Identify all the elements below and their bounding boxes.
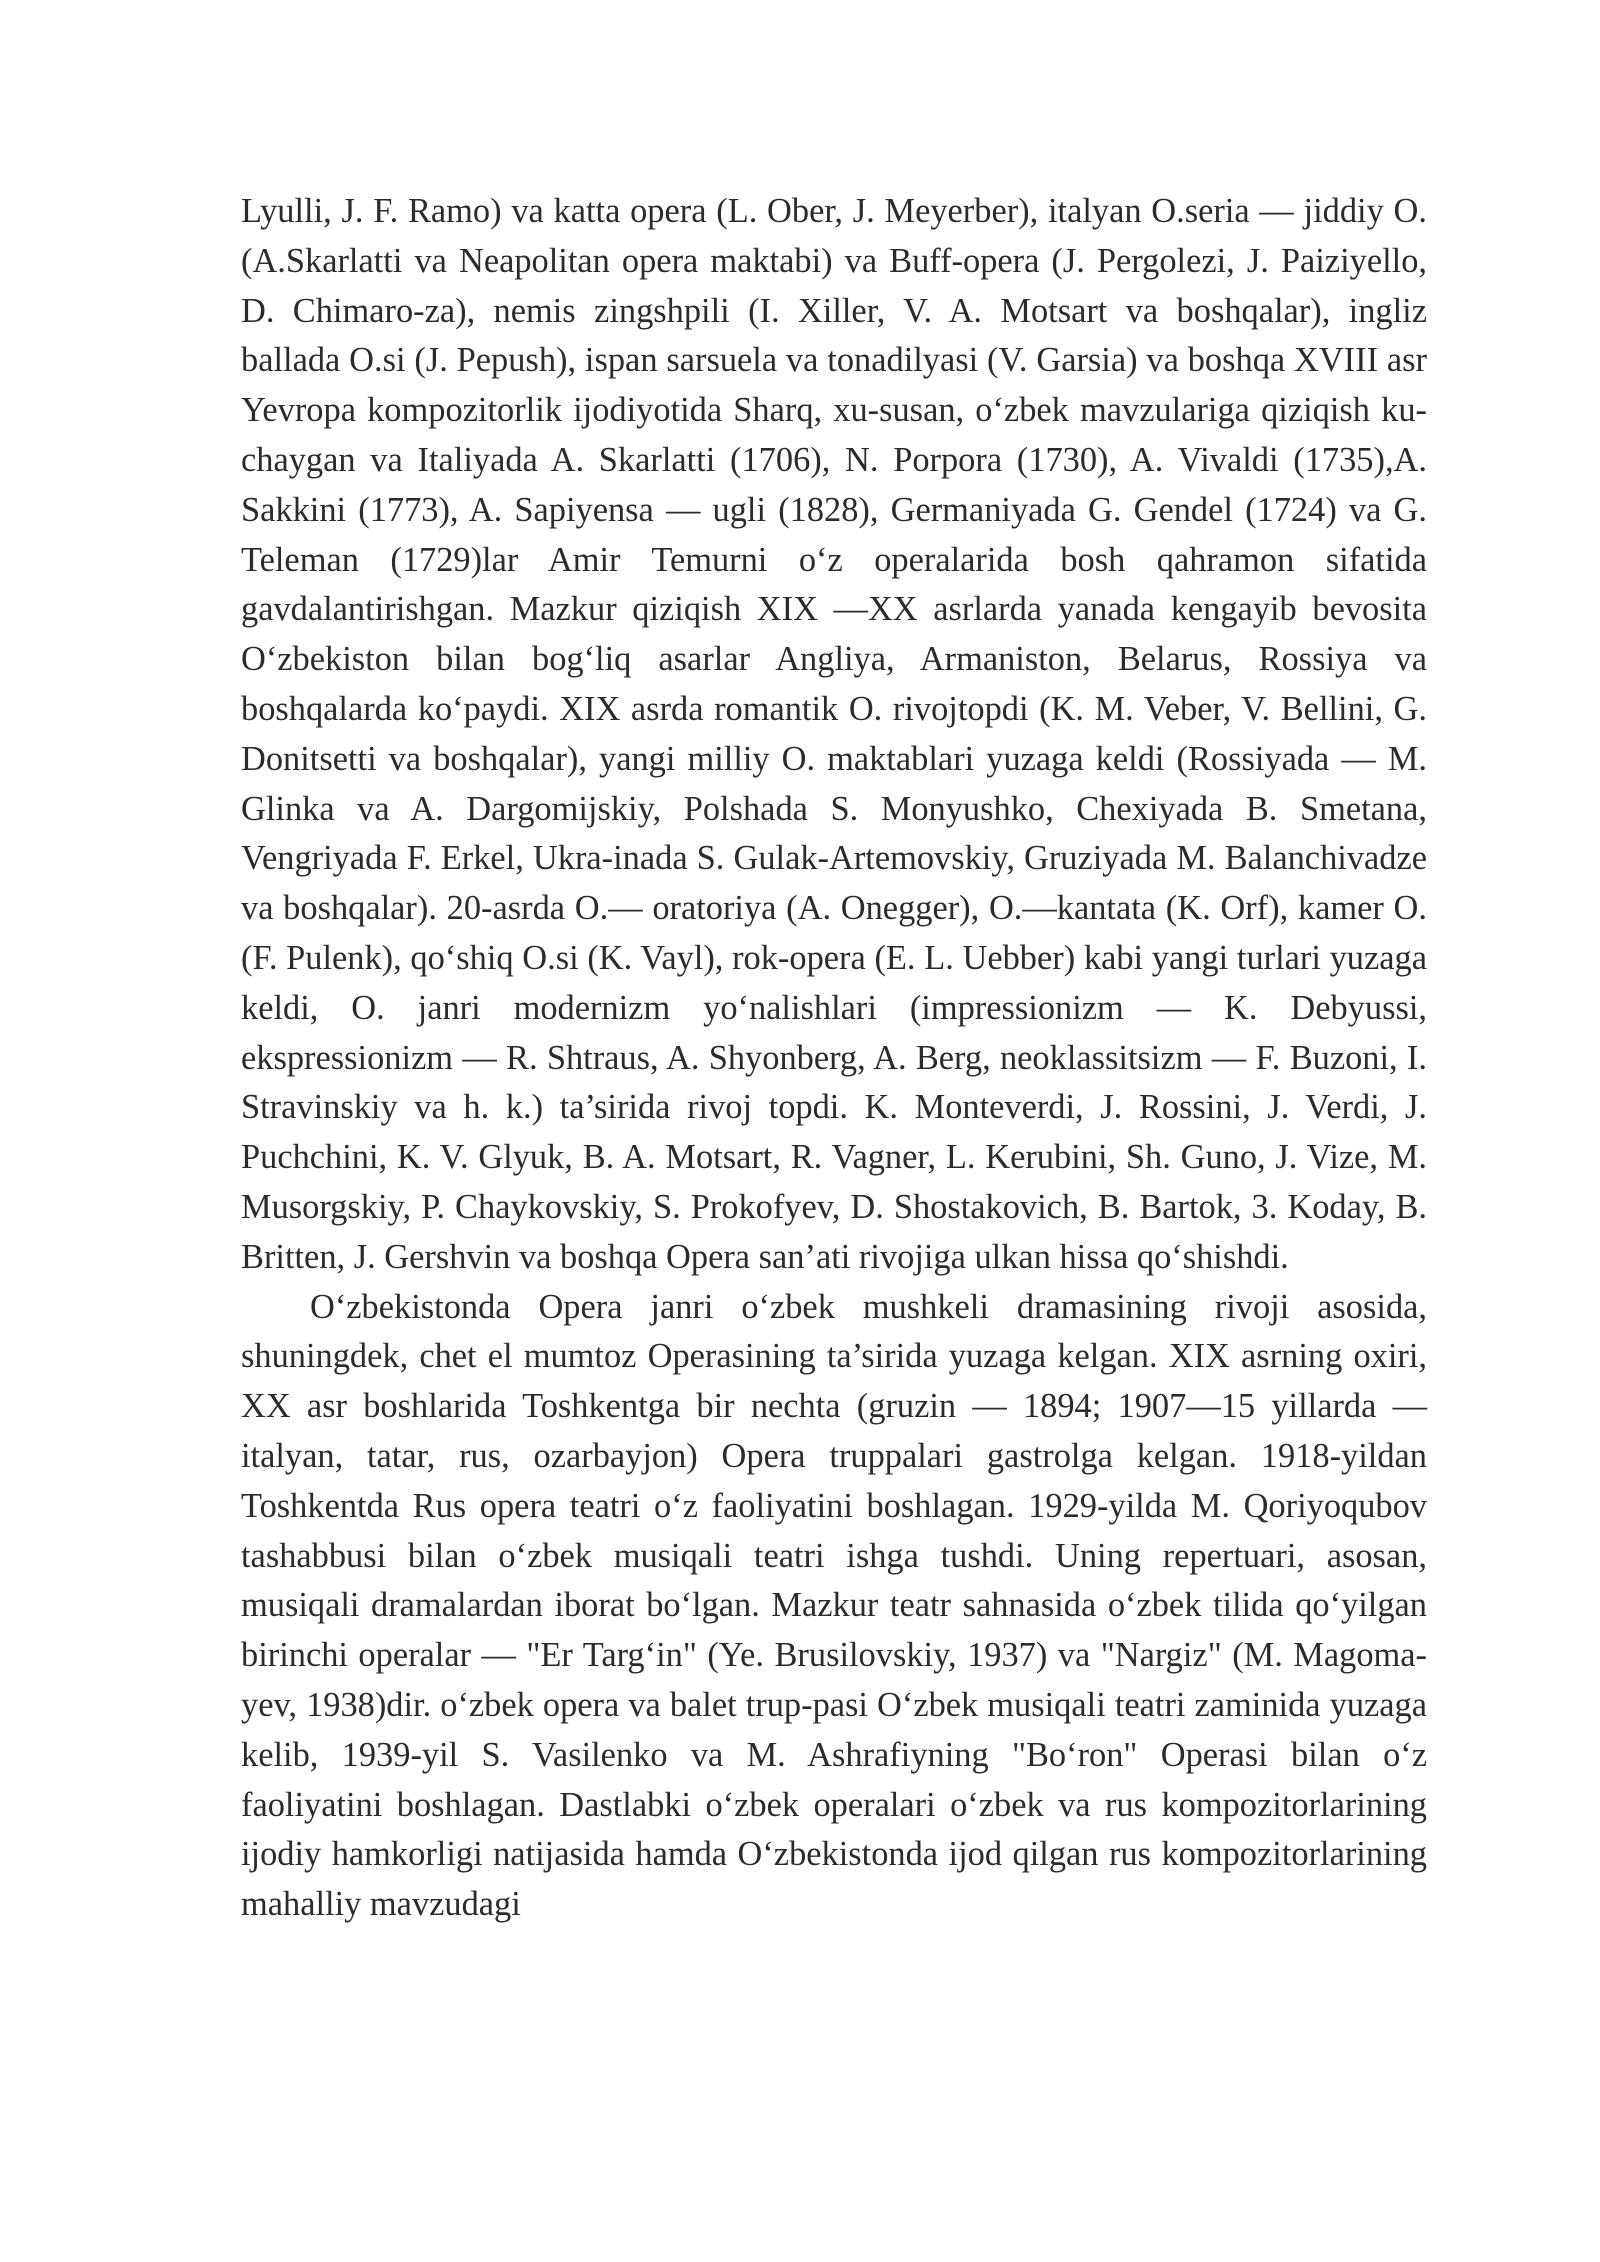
body-paragraph-1: Lyulli, J. F. Ramo) va katta opera (L. Ober, J. Meyerber), italyan O.seria — jiddiy O. (A.Skarlatti va Neapolitan opera maktabi) va Buff-opera (J. Pergolezi, J. Paiziyello, D. Chimaro-za), nemis zingshpili (I. Xiller, V. A. Motsart va boshqalar), ingliz ballada O.si (J. Pepush), ispan sarsuela va tonadilyasi (V. Garsia) va boshqa XVIII asr Yevropa kompozitorlik ijodiyotida Sharq, xu-susan, o‘zbek mavzulariga qiziqish ku-chaygan va Italiyada A. Skarlatti (1706), N. Porpora (1730), A. Vivaldi (1735),A. Sakkini (1773), A. Sapiyensa — ugli (1828), Germaniyada G. Gendel (1724) va G. Teleman (1729)lar Amir Temurni o‘z operalarida bosh qahramon sifatida gavdalantirishgan. Mazkur qiziqish XIX —XX asrlarda yanada kengayib bevosita O‘zbekiston bilan bog‘liq asarlar Angliya, Armaniston, Belarus, Rossiya va boshqalarda ko‘paydi. XIX asrda romantik O. rivojtopdi (K. M. Veber, V. Bellini, G. Donitsetti va boshqalar), yangi milliy O. maktablari yuzaga keldi (Rossiyada — M. Glinka va A. Dargomijskiy, Polshada S. Monyushko, Chexiyada B. Smetana, Vengriyada F. Erkel, Ukra-inada S. Gulak-Artemovskiy, Gruziyada M. Balanchivadze va boshqalar). 20-asrda O.— oratoriya (A. Onegger), O.—kantata (K. Orf), kamer O. (F. Pulenk), qo‘shiq O.si (K. Vayl), rok-opera (E. L. Uebber) kabi yangi turlari yuzaga keldi, O. janri modernizm yo‘nalishlari (impressionizm — K. Debyussi, ekspressionizm — R. Shtraus, A. Shyonberg, A. Berg, neoklassitsizm — F. Buzoni, I. Stravinskiy va h. k.) ta’sirida rivoj topdi. K. Monteverdi, J. Rossini, J. Verdi, J. Puchchini, K. V. Glyuk, B. A. Motsart, R. Vagner, L. Kerubini, Sh. Guno, J. Vize, M. Musorgskiy, P. Chaykovskiy, S. Prokofyev, D. Shostakovich, B. Bartok, 3. Koday, B. Britten, J. Gershvin va boshqa Opera san’ati rivojiga ulkan hissa qo‘shishdi. bbox=[241, 192, 1427, 1276]
document-page bbox=[241, 187, 1427, 1930]
body-paragraph-2: O‘zbekistonda Opera janri o‘zbek mushkeli dramasining rivoji asosida, shuningdek, chet el mumtoz Operasining ta’sirida yuzaga kelgan. XIX asrning oxiri, XX asr boshlarida Toshkentga bir nechta (gruzin — 1894; 1907—15 yillarda — italyan, tatar, rus, ozarbayjon) Opera truppalari gastrolga kelgan. 1918-yildan Toshkentda Rus opera teatri o‘z faoliyatini boshlagan. 1929-yilda M. Qoriyoqubov tashabbusi bilan o‘zbek musiqali teatri ishga tushdi. Uning repertuari, asosan, musiqali dramalardan iborat bo‘lgan. Mazkur teatr sahnasida o‘zbek tilida qo‘yilgan birinchi operalar — "Er Targ‘in" (Ye. Brusilovskiy, 1937) va "Nargiz" (M. Magoma-yev, 1938)dir. o‘zbek opera va balet trup-pasi O‘zbek musiqali teatri zaminida yuzaga kelib, 1939-yil S. Vasilenko va M. Ashrafiyning "Bo‘ron" Operasi bilan o‘z faoliyatini boshlagan. Dastlabki o‘zbek operalari o‘zbek va rus kompozitorlarining ijodiy hamkorligi natijasida hamda O‘zbekistonda ijod qilgan rus kompozitorlarining mahalliy mavzudagi bbox=[241, 1287, 1427, 1924]
